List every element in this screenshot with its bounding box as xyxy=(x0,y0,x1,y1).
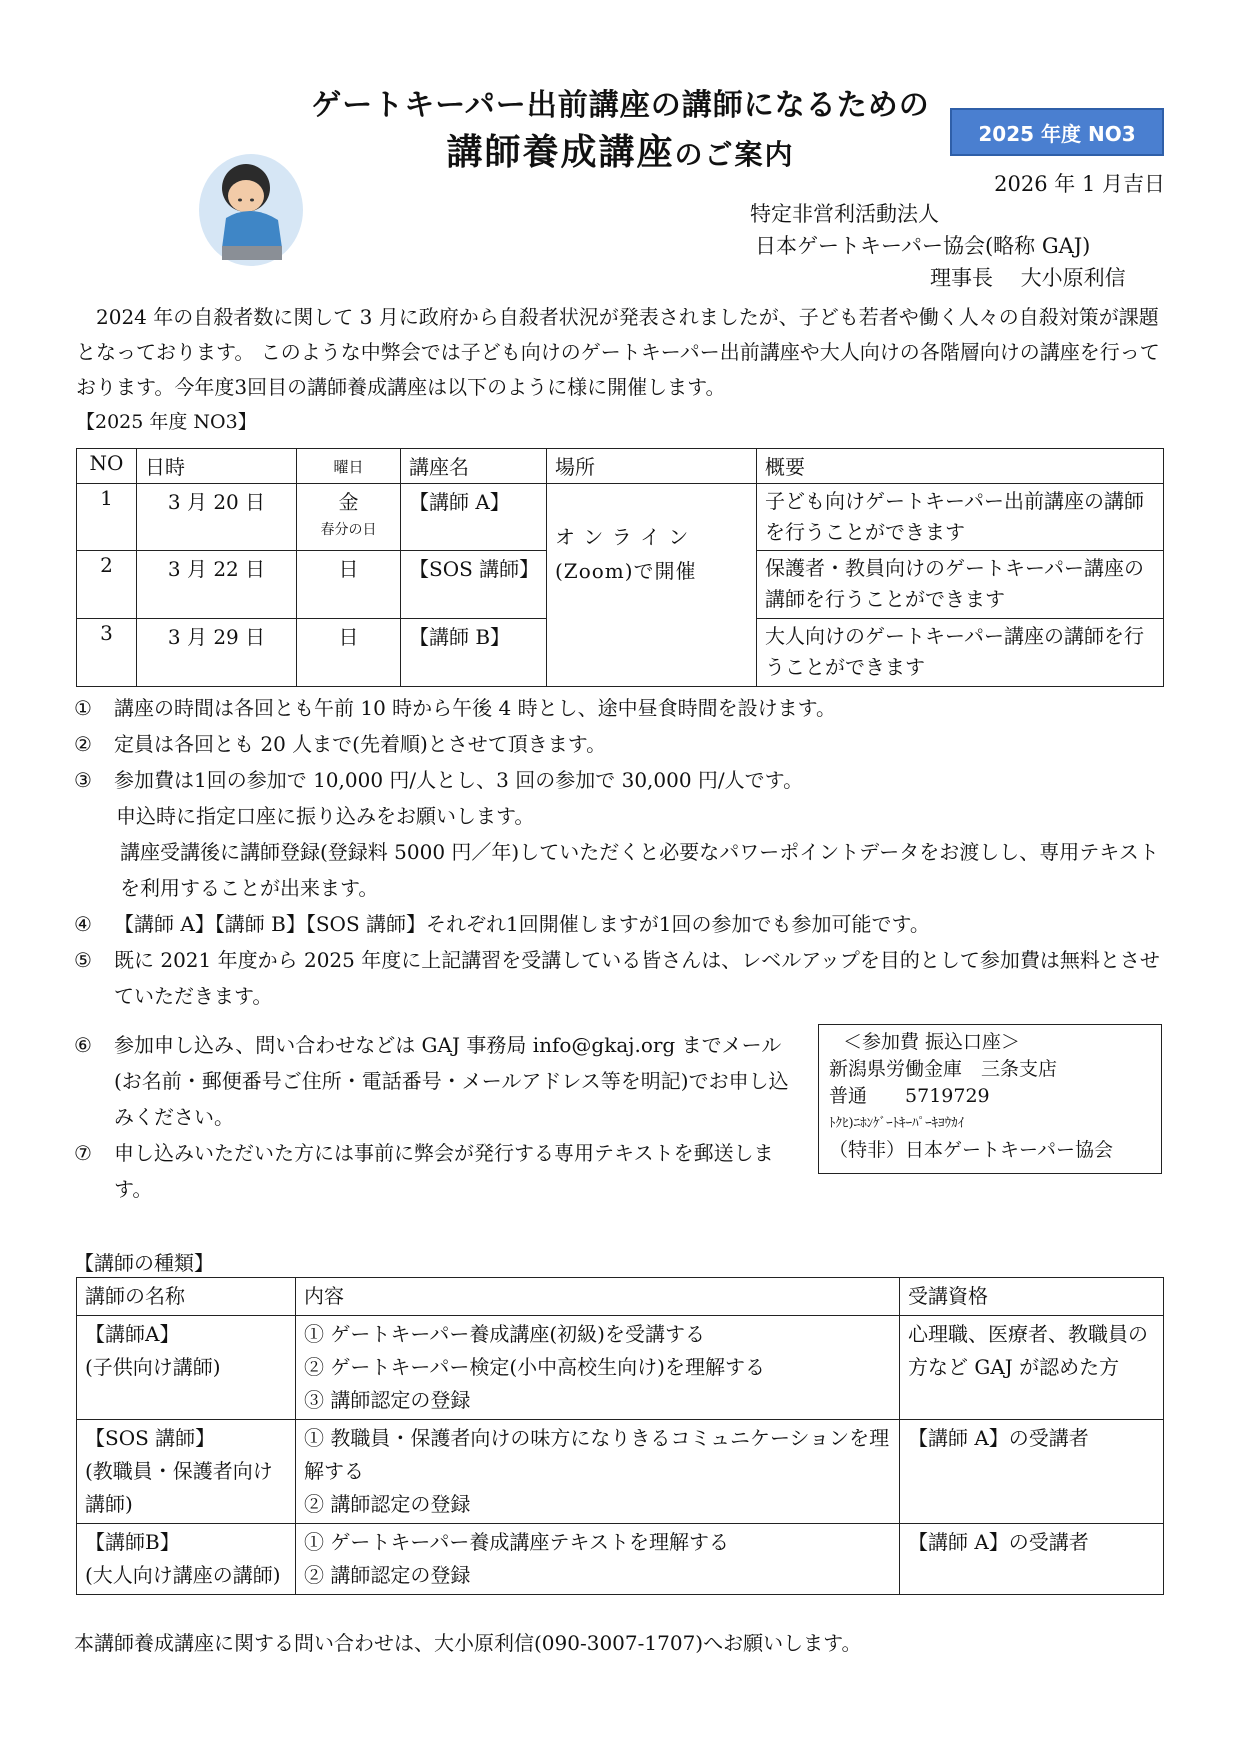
day-note: 春分の日 xyxy=(320,522,377,538)
header-qualification: 受講資格 xyxy=(900,1278,1164,1316)
header-location: 場所 xyxy=(547,449,757,484)
header-name: 講師の名称 xyxy=(77,1278,296,1316)
kinds-label: 【講師の種類】 xyxy=(74,1251,214,1275)
account-type: 普通 xyxy=(829,1085,868,1107)
title-suffix: のご案内 xyxy=(674,138,795,171)
header-content: 内容 xyxy=(296,1278,900,1316)
kinds-table xyxy=(76,1277,1164,1595)
kind-name xyxy=(77,1316,296,1420)
note-5 xyxy=(74,942,1174,1014)
org-chairman: 理事長 大小原利信 xyxy=(930,266,1126,290)
note-6 xyxy=(74,1027,804,1135)
kind-sub: (大人向け講座の講師) xyxy=(85,1563,281,1587)
note-num: ② xyxy=(74,732,92,756)
note-2 xyxy=(74,726,1174,762)
list-item: ② 講師認定の登録 xyxy=(304,1563,471,1587)
account-kana: ﾄｸﾋ)ﾆﾎﾝｹﾞｰﾄｷｰﾊﾟｰｷﾖｳｶｲ xyxy=(829,1116,965,1131)
table-row xyxy=(77,1524,1164,1595)
kind-sub: (教職員・保護者向け講師) xyxy=(85,1459,273,1516)
org-name: 日本ゲートキーパー協会(略称 GAJ) xyxy=(755,234,1091,258)
note-text: 定員は各回とも 20 人まで(先着順)とさせて頂きます。 xyxy=(114,732,607,756)
kind-title: 【講師B】 xyxy=(85,1530,180,1554)
row-summary: 子ども向けゲートキーパー出前講座の講師を行うことができます xyxy=(757,484,1164,551)
table-row xyxy=(77,1316,1164,1420)
list-item: ① ゲートキーパー養成講座(初級)を受講する xyxy=(304,1322,705,1346)
account-number-line xyxy=(829,1083,1151,1110)
note-text: 申し込みいただいた方には事前に弊会が発行する専用テキストを郵送します。 xyxy=(114,1141,774,1201)
row-day: 日 xyxy=(297,551,401,619)
row-summary: 保護者・教員向けのゲートキーパー講座の講師を行うことができます xyxy=(757,551,1164,619)
account-bank: 新潟県労働金庫 三条支店 xyxy=(829,1058,1058,1080)
page-title-line1: ゲートキーパー出前講座の講師になるための xyxy=(311,88,930,123)
note-num: ③ xyxy=(74,768,92,792)
kinds-header-row xyxy=(77,1278,1164,1316)
row-day: 日 xyxy=(297,619,401,687)
row-date: 3 月 29 日 xyxy=(137,619,297,687)
kind-sub: (子供向け講師) xyxy=(85,1355,221,1379)
header-summary: 概要 xyxy=(757,449,1164,484)
row-course: 【SOS 講師】 xyxy=(401,551,547,619)
bank-account-box xyxy=(818,1024,1162,1174)
note-7 xyxy=(74,1135,804,1207)
account-number: 5719729 xyxy=(905,1085,990,1107)
list-item: ① 教職員・保護者向けの味方になりきるコミュニケーションを理解する xyxy=(304,1426,890,1483)
row-date: 3 月 20 日 xyxy=(137,484,297,551)
contact-footer: 本講師養成講座に関する問い合わせは、大小原利信(090-3007-1707)へお願いします。 xyxy=(74,1631,862,1655)
note-1 xyxy=(74,690,1174,726)
org-type: 特定非営利活動法人 xyxy=(750,202,939,226)
row-no: 2 xyxy=(77,551,137,619)
note-num: ⑥ xyxy=(74,1033,92,1057)
notes-list xyxy=(74,690,1174,1014)
kind-qualification: 【講師 A】の受講者 xyxy=(900,1420,1164,1524)
list-item: ② ゲートキーパー検定(小中高校生向け)を理解する xyxy=(304,1355,765,1379)
row-no: 1 xyxy=(77,484,137,551)
list-item: ③ 講師認定の登録 xyxy=(304,1388,471,1412)
row-day xyxy=(297,484,401,551)
kind-content xyxy=(296,1316,900,1420)
day: 金 xyxy=(338,490,359,514)
year-badge: 2025 年度 NO3 xyxy=(950,108,1164,156)
header-course: 講座名 xyxy=(401,449,547,484)
note-3c: 講座受講後に講師登録(登録料 5000 円／年)していただくと必要なパワーポイントデータをお渡しし、専用テキストを利用することが出来ます。 xyxy=(120,840,1159,900)
header-no: NO xyxy=(77,449,137,484)
kind-title: 【講師A】 xyxy=(85,1322,180,1346)
list-item: ① ゲートキーパー養成講座テキストを理解する xyxy=(304,1530,729,1554)
schedule-header-row xyxy=(77,449,1164,484)
note-num: ④ xyxy=(74,912,92,936)
intro-section xyxy=(76,300,1166,440)
title-main: 講師養成講座 xyxy=(446,132,675,173)
note-num: ⑦ xyxy=(74,1141,92,1165)
kind-content xyxy=(296,1420,900,1524)
kind-qualification: 【講師 A】の受講者 xyxy=(900,1524,1164,1595)
note-num: ① xyxy=(74,696,92,720)
row-date: 3 月 22 日 xyxy=(137,551,297,619)
row-course: 【講師 B】 xyxy=(401,619,547,687)
intro-paragraph: 2024 年の自殺者数に関して 3 月に政府から自殺者状況が発表されましたが、子ども若者や働く人々の自殺対策が課題となっております。 このような中弊会では子ども向けのゲートキーパー出前講座や大人向けの各階層向けの講座を行っております。今年度3回目の講師養成講座は以下のように様に開催します。 xyxy=(76,305,1160,399)
issue-date: 2026 年 1 月吉日 xyxy=(994,172,1165,196)
kind-name xyxy=(77,1420,296,1524)
account-name: （特非）日本ゲートキーパー協会 xyxy=(829,1139,1114,1161)
row-no: 3 xyxy=(77,619,137,687)
note-text: 既に 2021 年度から 2025 年度に上記講習を受講している皆さんは、レベルアップを目的として参加費は無料とさせていただきます。 xyxy=(114,948,1160,1008)
note-3 xyxy=(74,762,1174,798)
note-3b: 申込時に指定口座に振り込みをお願いします。 xyxy=(116,804,535,828)
account-title: ＜参加費 振込口座＞ xyxy=(843,1031,1021,1053)
note-text: 【講師 A】【講師 B】【SOS 講師】それぞれ1回開催しますが1回の参加でも参加可能です。 xyxy=(114,912,930,936)
kind-name xyxy=(77,1524,296,1595)
header-date: 日時 xyxy=(137,449,297,484)
table-row xyxy=(77,1420,1164,1524)
table-row xyxy=(77,484,1164,551)
header-day: 曜日 xyxy=(297,449,401,484)
row-summary: 大人向けのゲートキーパー講座の講師を行うことができます xyxy=(757,619,1164,687)
row-course: 【講師 A】 xyxy=(401,484,547,551)
notes-list-2 xyxy=(74,1027,804,1207)
schedule-label: 【2025 年度 NO3】 xyxy=(76,411,257,433)
kind-qualification: 心理職、医療者、教職員の方など GAJ が認めた方 xyxy=(900,1316,1164,1420)
note-text: 参加申し込み、問い合わせなどは GAJ 事務局 info@gkaj.org までメール(お名前・郵便番号ご住所・電話番号・メールアドレス等を明記)でお申し込みください。 xyxy=(114,1033,789,1129)
kind-title: 【SOS 講師】 xyxy=(85,1426,216,1450)
list-item: ② 講師認定の登録 xyxy=(304,1492,471,1516)
schedule-table xyxy=(76,448,1164,687)
note-text: 参加費は1回の参加で 10,000 円/人とし、3 回の参加で 30,000 円/人です。 xyxy=(114,768,804,792)
note-text: 講座の時間は各回とも午前 10 時から午後 4 時とし、途中昼食時間を設けます。 xyxy=(114,696,837,720)
note-num: ⑤ xyxy=(74,948,92,972)
kind-content xyxy=(296,1524,900,1595)
note-4 xyxy=(74,906,1174,942)
location-cell: オ ン ラ イ ン (Zoom)で開催 xyxy=(547,484,757,687)
